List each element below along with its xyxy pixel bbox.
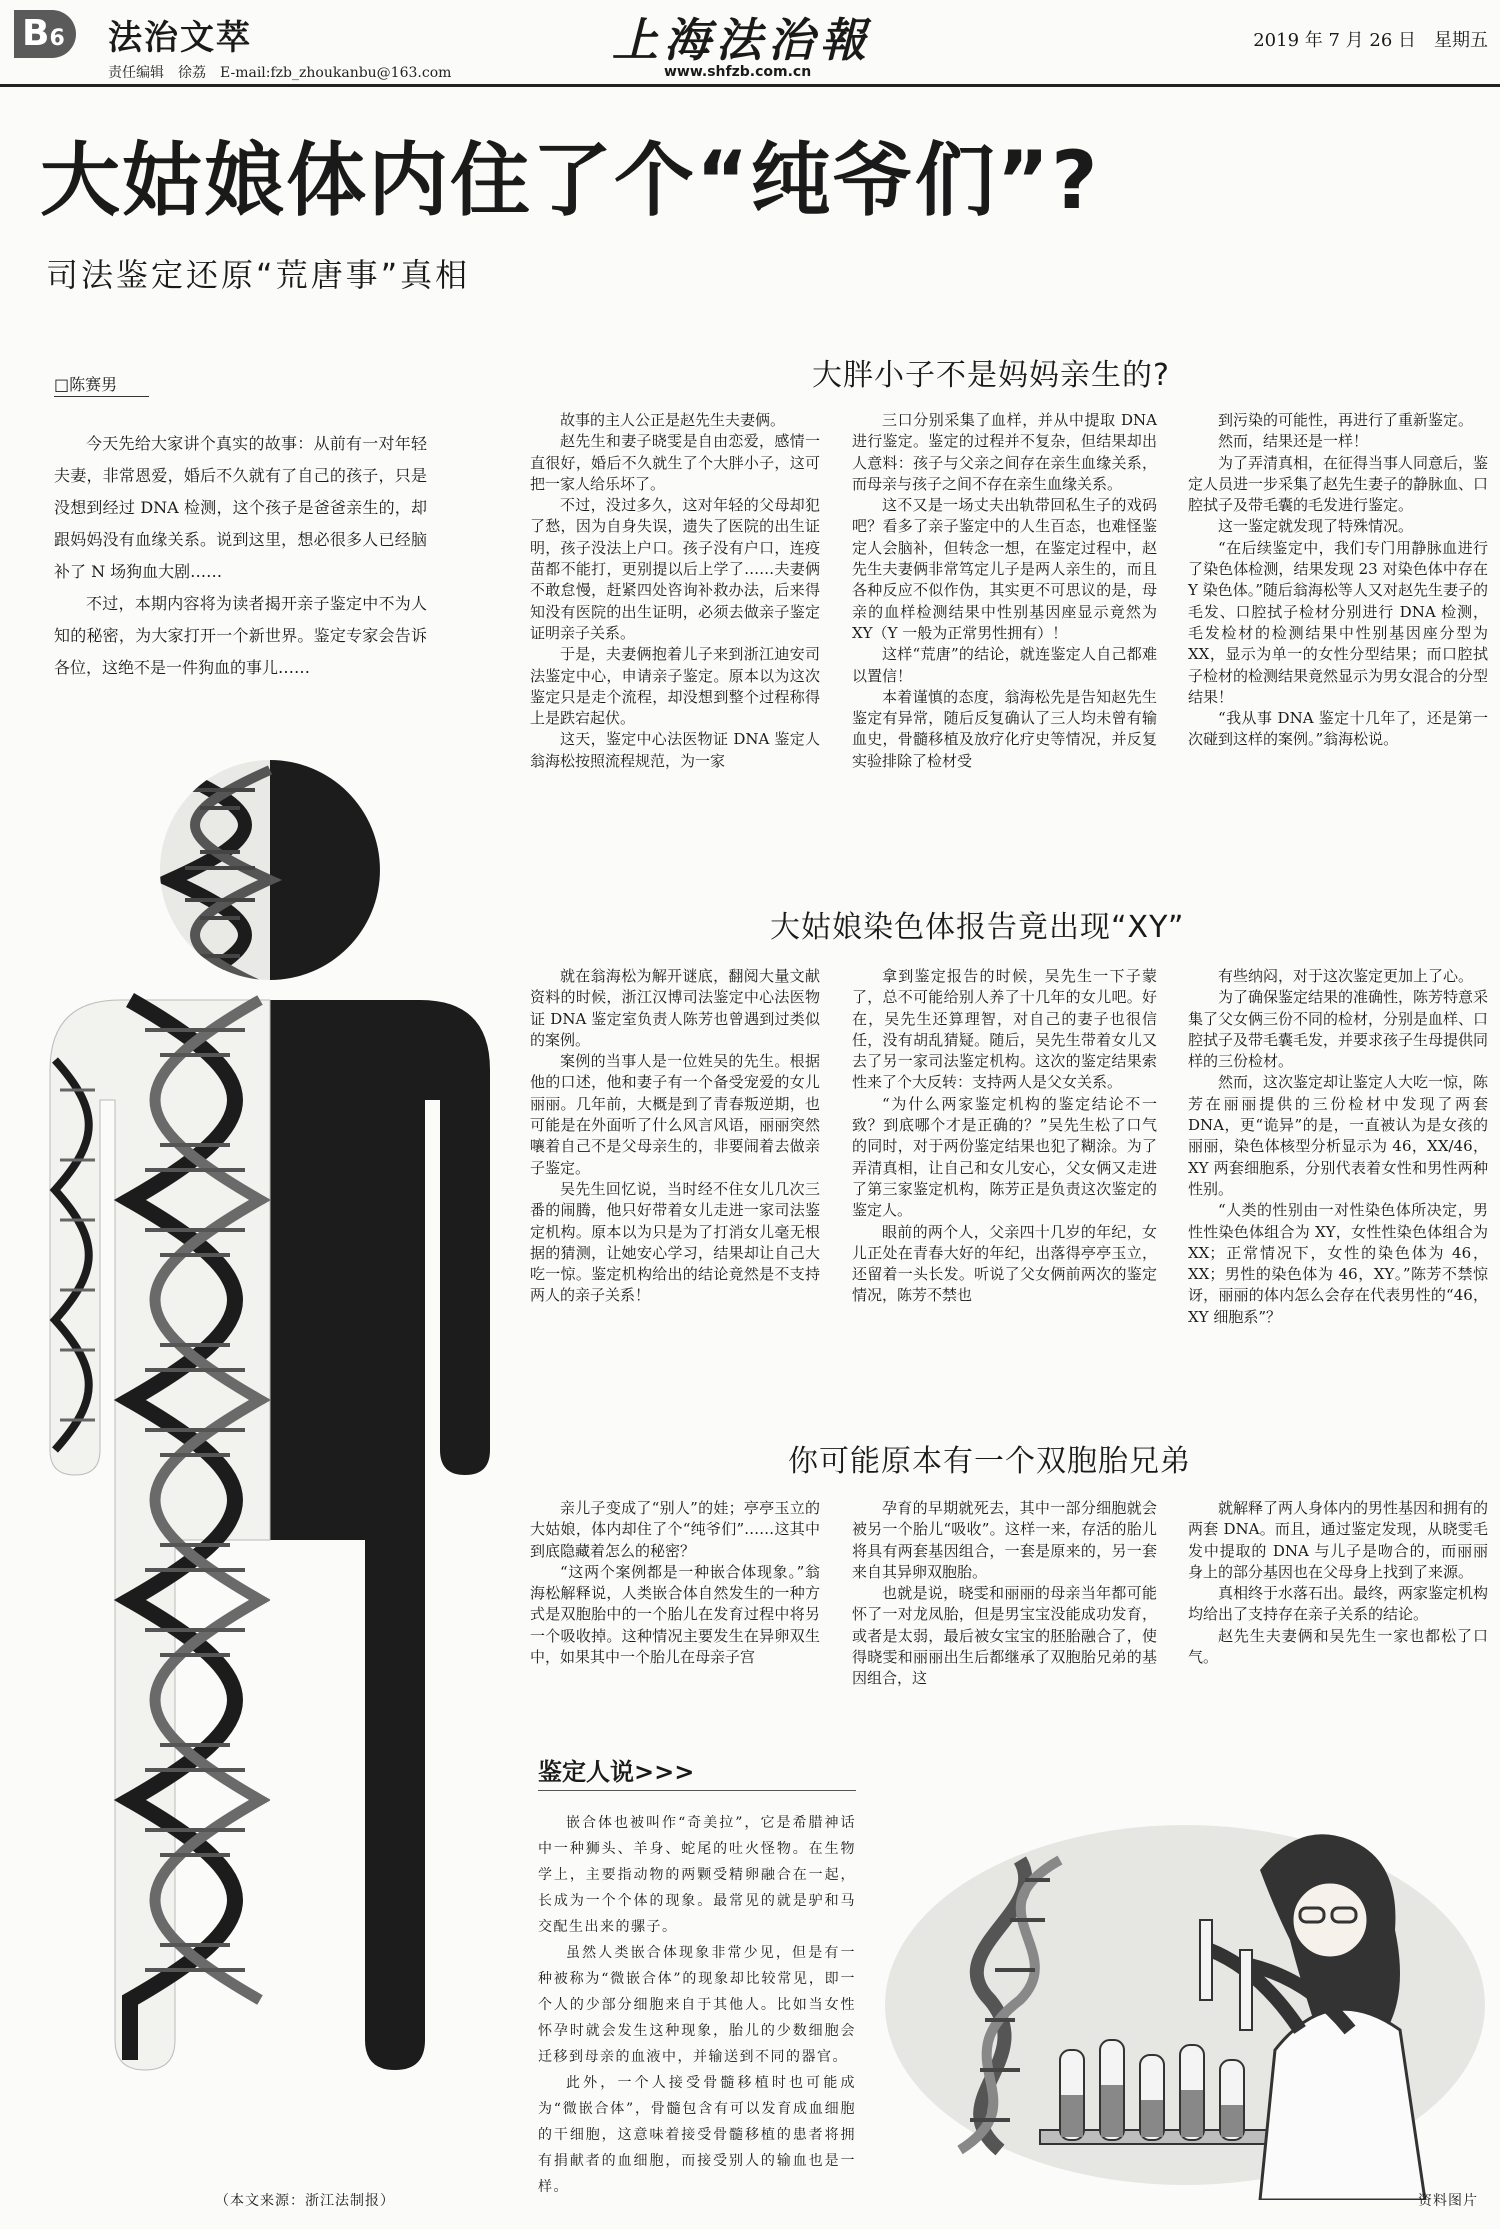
- section-title: 大姑娘染色体报告竟出现“XY”: [770, 910, 1185, 945]
- paragraph: 故事的主人公正是赵先生夫妻俩。: [560, 411, 786, 429]
- paragraph: 虽然人类嵌合体现象非常少见，但是有一种被称为“微嵌合体”的现象却比较常见，即一个人的少部分细胞来自于其他人。比如当女性怀孕时就会发生这种现象，胎儿的少数细胞会迁移到母亲的血液中，并输送到不同的器官。: [538, 1945, 856, 2065]
- article-column: [530, 410, 820, 772]
- article-column: [1188, 1498, 1488, 1668]
- paragraph: “人类的性别由一对性染色体所决定，男性性染色体组合为 XY，女性性染色体组合为 XX；正常情况下，女性的染色体为 46，XX；男性的染色体为 46，XY。”陈芳不禁惊讶，丽丽的体内怎么会存在代表男性的“46，XY 细胞系”？: [1188, 1201, 1488, 1326]
- paragraph: 就解释了两人身体内的男性基因和拥有的两套 DNA。而且，通过鉴定发现，从晓雯毛发中提取的 DNA 与儿子是吻合的，而丽丽身上的部分基因也在父母身上找到了来源。: [1188, 1499, 1489, 1581]
- article-column: [852, 410, 1157, 772]
- paragraph: 亲儿子变成了“别人”的娃；亭亭玉立的大姑娘，体内却住了个“纯爷们”……这其中到底隐藏着怎么的秘密？: [530, 1499, 820, 1560]
- paragraph: 这不又是一场丈夫出轨带回私生子的戏码吧？看多了亲子鉴定中的人生百态，也难怪鉴定人会脑补，但转念一想，在鉴定过程中，赵先生夫妻俩非常笃定儿子是两人亲生的，而且各种反应不似作伪，其实更不可思议的是，母亲的血样检测结果中性别基因座显示竟然为 XY（Y 一般为正常男性拥有）！: [852, 496, 1157, 642]
- paragraph: 为了确保鉴定结果的准确性，陈芳特意采集了父女俩三份不同的检材，分别是血样、口腔拭子及带毛囊毛发，并要求孩子生母提供同样的三份检材。: [1188, 988, 1489, 1071]
- section-title: 你可能原本有一个双胞胎兄弟: [788, 1444, 1191, 1479]
- paragraph: “在后续鉴定中，我们专门用静脉血进行了染色体检测，结果发现 23 对染色体中存在 Y 染色体。”随后翁海松等人又对赵先生妻子的毛发、口腔拭子检材分别进行 DNA 检测，毛发检材的检测结果中性别基因座分型为 XX，显示为单一的女性分型结果；而口腔拭子检材的检测结果竟然显示为男女混合的分型结果！: [1188, 538, 1489, 706]
- article-column: [530, 1498, 820, 1668]
- editor-line: 责任编辑 徐荔 E-mail:fzb_zhoukanbu@163.com: [108, 65, 452, 81]
- paragraph: 真相终于水落石出。最终，两家鉴定机构均给出了支持存在亲子关系的结论。: [1188, 1584, 1489, 1624]
- headline: 大姑娘体内住了个“纯爷们”?: [40, 134, 1100, 227]
- paragraph: “为什么两家鉴定机构的鉴定结论不一致？到底哪个才是正确的？”吴先生松了口气的同时，对于两份鉴定结果也犯了糊涂。为了弄清真相，让自己和女儿安心，父女俩又走进了第三家鉴定机构，陈芳正是负责这次鉴定的鉴定人。: [852, 1094, 1157, 1220]
- paragraph: 嵌合体也被叫作“奇美拉”，它是希腊神话中一种狮头、羊身、蛇尾的吐火怪物。在生物学上，主要指动物的两颗受精卵融合在一起，长成为一个个体的现象。最常见的就是驴和马交配生出来的骡子。: [538, 1815, 856, 1935]
- scientist-lab-illustration: [880, 1800, 1490, 2200]
- paragraph: 本着谨慎的态度，翁海松先是告知赵先生鉴定有异常，随后反复确认了三人均未曾有输血史，骨髓移植及放疗化疗史等情况，并反复实验排除了检材受: [852, 687, 1157, 770]
- article-column: [1188, 966, 1488, 1328]
- paragraph: 赵先生和妻子晓雯是自由恋爱，感情一直很好，婚后不久就生了个大胖小子，这可把一家人给乐坏了。: [530, 432, 820, 493]
- date-line: 2019 年 7 月 26 日 星期五: [1253, 30, 1488, 51]
- byline-rule: [54, 396, 149, 397]
- paragraph: 眼前的两个人，父亲四十几岁的年纪，女儿正处在青春大好的年纪，出落得亭亭玉立，还留着一头长发。听说了父女俩前两次的鉴定情况，陈芳不禁也: [852, 1222, 1157, 1305]
- byline: □陈赛男: [54, 375, 118, 394]
- expert-box-rule: [538, 1790, 856, 1791]
- intro-paragraph: 不过，本期内容将为读者揭开亲子鉴定中不为人知的秘密，为大家打开一个新世界。鉴定专家会告诉各位，这绝不是一件狗血的事儿……: [54, 594, 427, 677]
- paragraph: 此外，一个人接受骨髓移植时也可能成为“微嵌合体”，骨髓包含有可以发育成血细胞的干细胞，这意味着接受骨髓移植的患者将拥有捐献者的血细胞，而接受别人的输血也是一样。: [538, 2075, 856, 2195]
- paragraph: 三口分别采集了血样，并从中提取 DNA 进行鉴定。鉴定的过程并不复杂，但结果却出人意料：孩子与父亲之间存在亲生血缘关系，而母亲与孩子之间不存在亲生血缘关系。: [852, 411, 1157, 493]
- paragraph: 这样“荒唐”的结论，就连鉴定人自己都难以置信！: [852, 645, 1157, 685]
- paragraph: 到污染的可能性，再进行了重新鉴定。: [1218, 411, 1474, 429]
- paragraph: 拿到鉴定报告的时候，吴先生一下子蒙了，总不可能给别人养了十几年的女儿吧。好在，吴先生还算理智，对自己的妻子也很信任，没有胡乱猜疑。随后，吴先生带着女儿又去了另一家司法鉴定机构。这次的鉴定结果索性来了个大反转：支持两人是父女关系。: [852, 967, 1157, 1092]
- paragraph: 于是，夫妻俩抱着儿子来到浙江迪安司法鉴定中心，申请亲子鉴定。原本以为这次鉴定只是走个流程，却没想到整个过程称得上是跌宕起伏。: [530, 645, 820, 728]
- paragraph: “我从事 DNA 鉴定十几年了，还是第一次碰到这样的案例。”翁海松说。: [1188, 709, 1488, 749]
- paragraph: 赵先生夫妻俩和吴先生一家也都松了口气。: [1188, 1626, 1488, 1667]
- dna-person-figure: [20, 760, 520, 2080]
- source-credit: （本文来源：浙江法制报）: [215, 2193, 395, 2209]
- paragraph: 就在翁海松为解开谜底，翻阅大量文献资料的时候，浙江汉博司法鉴定中心法医物证 DNA 鉴定室负责人陈芳也曾遇到过类似的案例。: [530, 967, 820, 1049]
- paragraph: 这天，鉴定中心法医物证 DNA 鉴定人翁海松按照流程规范，为一家: [530, 730, 820, 770]
- paragraph: 不过，没过多久，这对年轻的父母却犯了愁，因为自身失误，遗失了医院的出生证明，孩子没法上户口。孩子没有户口，连疫苗都不能打，更别提以后上学了……夫妻俩不敢怠慢，赶紧四处咨询补救办法，后来得知没有医院的出生证明，必须去做亲子鉴定证明亲子关系。: [530, 496, 820, 642]
- article-column: [530, 966, 820, 1307]
- expert-box-title: 鉴定人说>>>: [538, 1758, 695, 1786]
- section-name: 法治文萃: [108, 18, 252, 58]
- article-column: [852, 966, 1157, 1307]
- paragraph: 然而，这次鉴定却让鉴定人大吃一惊，陈芳在丽丽提供的三份检材中发现了两套 DNA，更“诡异”的是，一直被认为是女孩的丽丽，染色体核型分析显示为 46，XX/46，XY 两套细胞系，分别代表着女性和男性两种性别。: [1188, 1073, 1489, 1198]
- paragraph: 这一鉴定就发现了特殊情况。: [1218, 517, 1414, 536]
- paragraph: 也就是说，晓雯和丽丽的母亲当年都可能怀了一对龙凤胎，但是男宝宝没能成功发育，或者是太弱，最后被女宝宝的胚胎融合了，使得晓雯和丽丽出生后都继承了双胞胎兄弟的基因组合，这: [852, 1584, 1157, 1688]
- paragraph: 然而，结果还是一样！: [1218, 432, 1369, 451]
- newspaper-masthead: 上海法治報: [612, 13, 872, 67]
- paragraph: 有些纳闷，对于这次鉴定更加上了心。: [1218, 967, 1474, 985]
- article-column: [1188, 410, 1488, 751]
- intro-paragraph: 今天先给大家讲个真实的故事：从前有一对年轻夫妻，非常恩爱，婚后不久就有了自己的孩子，只是没想到经过 DNA 检测，这个孩子是爸爸亲生的，却跟妈妈没有血缘关系。说到这里，想必很多人已经脑补了 N 场狗血大剧……: [54, 434, 427, 581]
- expert-box-body: [538, 1810, 856, 2200]
- paragraph: 案例的当事人是一位姓吴的先生。根据他的口述，他和妻子有一个备受宠爱的女儿丽丽。几年前，大概是到了青春叛逆期，也可能是在外面听了什么风言风语，丽丽突然嚷着自己不是父母亲生的，非要闹着去做亲子鉴定。: [530, 1052, 820, 1177]
- paragraph: 吴先生回忆说，当时经不住女儿几次三番的闹腾，他只好带着女儿走进一家司法鉴定机构。原本以为只是为了打消女儿毫无根据的猜测，让她安心学习，结果却让自己大吃一惊。鉴定机构给出的结论竟然是不支持两人的亲子关系！: [530, 1179, 820, 1305]
- paragraph: 为了弄清真相，在征得当事人同意后，鉴定人员进一步采集了赵先生妻子的静脉血、口腔拭子及带毛囊的毛发进行鉴定。: [1188, 453, 1489, 515]
- article-column: [852, 1498, 1157, 1690]
- header-rule: [0, 84, 1500, 87]
- site-url: www.shfzb.com.cn: [664, 64, 812, 80]
- paragraph: 孕育的早期就死去，其中一部分细胞就会被另一个胎儿“吸收”。这样一来，存活的胎儿将具有两套基因组合，一套是原来的，另一套来自其异卵双胞胎。: [852, 1499, 1157, 1581]
- section-title: 大胖小子不是妈妈亲生的?: [812, 358, 1170, 393]
- image-credit: 资料图片: [1418, 2193, 1478, 2209]
- paragraph: “这两个案例都是一种嵌合体现象。”翁海松解释说，人类嵌合体自然发生的一种方式是双胞胎中的一个胎儿在发育过程中将另一个吸收掉。这种情况主要发生在异卵双生中，如果其中一个胎儿在母亲子宫: [530, 1562, 820, 1667]
- page-number-badge: B6: [14, 10, 76, 58]
- intro: [54, 428, 427, 684]
- subheadline: 司法鉴定还原“荒唐事”真相: [46, 256, 471, 294]
